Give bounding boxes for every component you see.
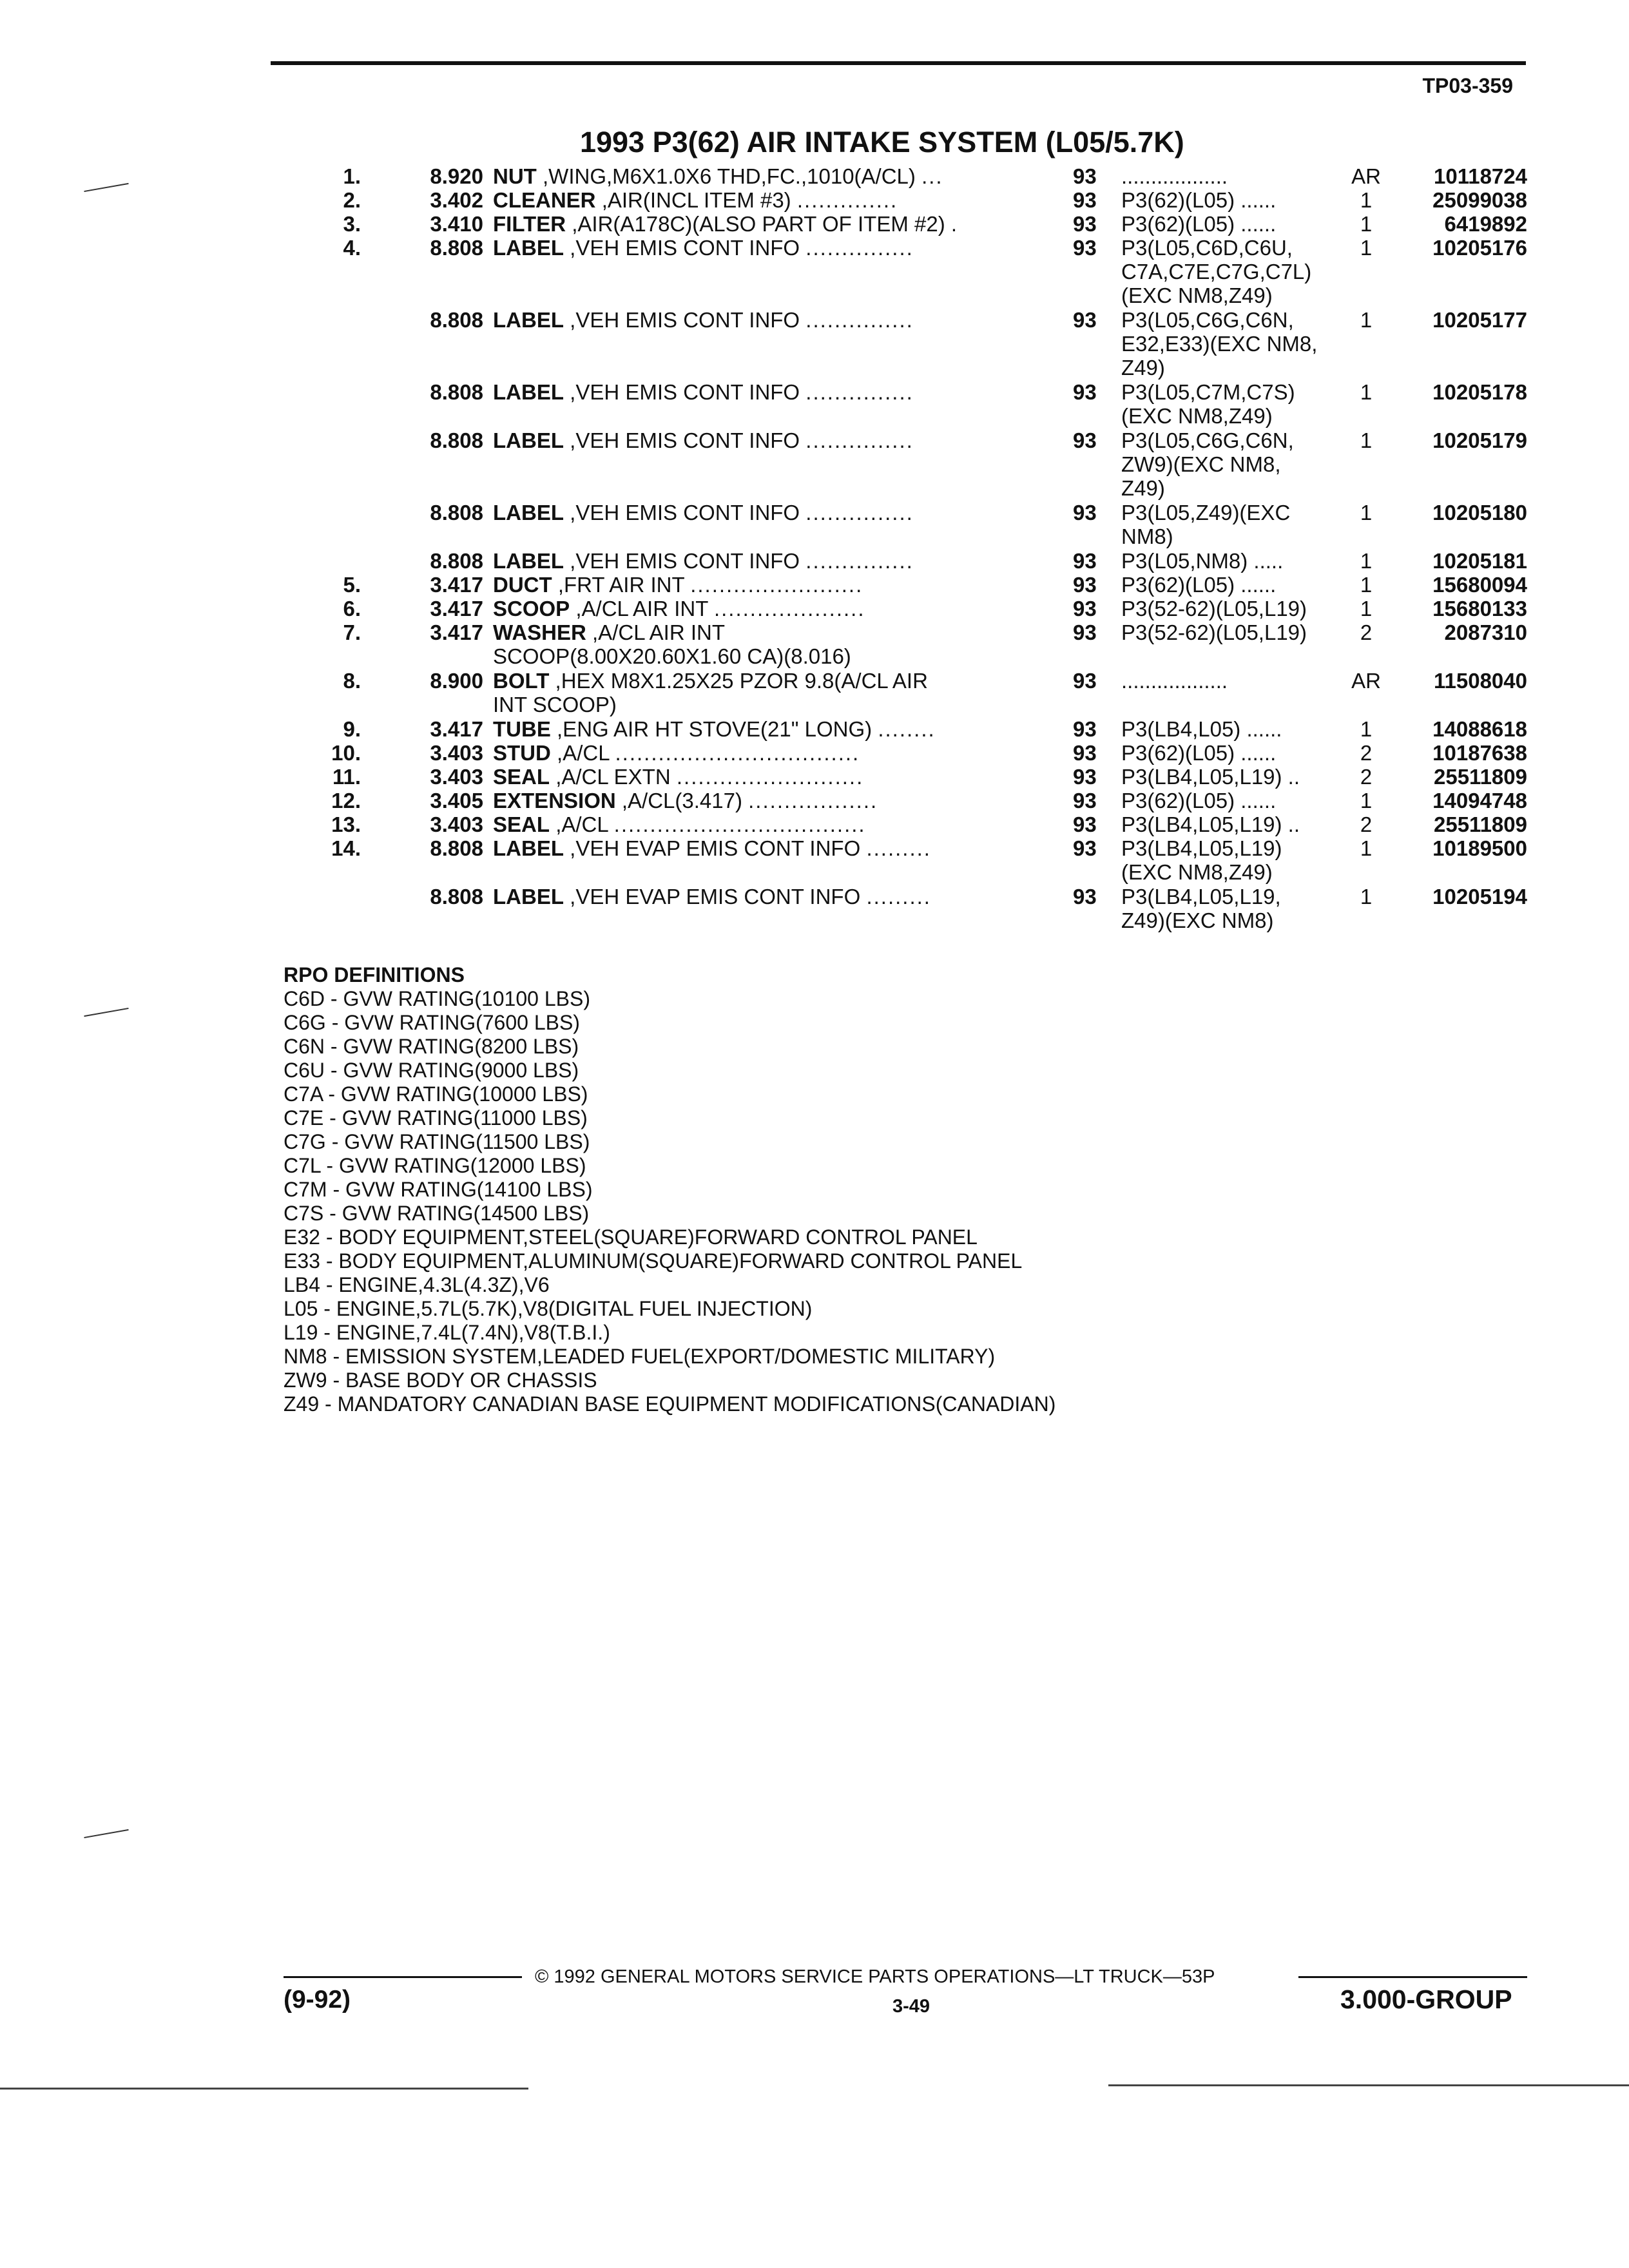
part-name: DUCT (493, 573, 552, 597)
model-usage-line: P3(L05,C6G,C6N, (1121, 428, 1294, 452)
leader-dots: ............... (805, 380, 914, 404)
model-usage (1121, 885, 1340, 932)
part-number: 10189500 (1432, 836, 1527, 860)
group-number: 3.410 (430, 212, 483, 236)
item-number: 14. (331, 836, 361, 860)
part-name: BOLT (493, 669, 550, 693)
part-number: 10205179 (1432, 428, 1527, 452)
model-usage-line: P3(LB4,L05,L19) .. (1121, 765, 1300, 789)
part-description (493, 885, 1034, 908)
part-number: 10205177 (1432, 308, 1527, 332)
part-detail: ,A/CL (555, 812, 608, 836)
quantity: 1 (1360, 549, 1373, 573)
group-number: 8.808 (430, 236, 483, 260)
model-year: 93 (1073, 236, 1097, 260)
rpo-item: C7A - GVW RATING(10000 LBS) (284, 1082, 588, 1106)
item-number: 9. (343, 717, 361, 741)
part-detail: ,VEH EMIS CONT INFO (570, 236, 800, 260)
parts-row (0, 308, 1629, 380)
model-usage-line: NM8) (1121, 524, 1173, 548)
part-name: STUD (493, 741, 551, 765)
group-number: 8.808 (430, 885, 483, 908)
part-description (493, 597, 1034, 620)
rpo-item: C7S - GVW RATING(14500 LBS) (284, 1202, 590, 1225)
rpo-item: E32 - BODY EQUIPMENT,STEEL(SQUARE)FORWARD CONTROL PANEL (284, 1225, 978, 1249)
part-description (493, 812, 1034, 836)
leader-dots: ..................... (713, 597, 865, 620)
part-number: 2087310 (1444, 620, 1527, 644)
part-name: SEAL (493, 812, 550, 836)
leader-dots: ............... (805, 549, 914, 573)
part-detail: ,VEH EVAP EMIS CONT INFO (570, 836, 861, 860)
part-name: LABEL (493, 836, 564, 860)
group-number: 8.900 (430, 669, 483, 693)
model-usage-line: P3(62)(L05) ...... (1121, 741, 1277, 765)
part-detail: ,VEH EMIS CONT INFO (570, 308, 800, 332)
leader-dots: .......................... (676, 765, 864, 789)
part-number: 25511809 (1433, 765, 1527, 789)
item-number: 5. (343, 573, 361, 597)
model-usage-line: (EXC NM8,Z49) (1121, 284, 1273, 307)
model-year: 93 (1073, 765, 1097, 789)
part-number: 14088618 (1432, 717, 1527, 741)
bottom-rule-left (0, 2088, 528, 2090)
parts-row (0, 717, 1629, 741)
group-number: 3.417 (430, 620, 483, 644)
leader-dots: ......... (866, 885, 931, 908)
model-usage (1121, 836, 1340, 884)
part-description (493, 236, 1034, 260)
group-number: 3.417 (430, 573, 483, 597)
item-number: 1. (343, 164, 361, 188)
group-number: 8.808 (430, 380, 483, 404)
rpo-item: E33 - BODY EQUIPMENT,ALUMINUM(SQUARE)FORWARD CONTROL PANEL (284, 1249, 1023, 1273)
rpo-item: Z49 - MANDATORY CANADIAN BASE EQUIPMENT MODIFICATIONS(CANADIAN) (284, 1392, 1056, 1416)
part-description (493, 308, 1034, 332)
part-name: FILTER (493, 212, 566, 236)
rpo-item: C6G - GVW RATING(7600 LBS) (284, 1011, 580, 1034)
rpo-item: C6D - GVW RATING(10100 LBS) (284, 987, 590, 1010)
part-detail: ,ENG AIR HT STOVE(21" LONG) (557, 717, 872, 741)
model-usage (1121, 717, 1340, 741)
footer-rule-left (284, 1976, 522, 1978)
footer-rule-right (1298, 1976, 1527, 1978)
part-detail: ,A/CL (557, 741, 610, 765)
footer-date: (9-92) (284, 1986, 351, 2013)
part-number: 10187638 (1432, 741, 1527, 765)
model-usage-line: P3(62)(L05) ...... (1121, 188, 1277, 212)
part-detail: ,AIR(A178C)(ALSO PART OF ITEM #2) (572, 212, 945, 236)
parts-row (0, 789, 1629, 812)
part-name: WASHER (493, 620, 586, 644)
leader-dots: ........................ (690, 573, 863, 597)
part-number: 10205176 (1432, 236, 1527, 260)
model-usage (1121, 549, 1340, 573)
leader-dots: ................................... (613, 812, 866, 836)
part-number: 15680133 (1432, 597, 1527, 620)
page-number: 3-49 (892, 1996, 930, 2017)
part-detail: ,A/CL(3.417) (621, 789, 742, 812)
model-usage-line: P3(62)(L05) ...... (1121, 212, 1277, 236)
model-usage-line: P3(L05,C7M,C7S) (1121, 380, 1295, 404)
part-detail-continued: SCOOP(8.00X20.60X1.60 CA)(8.016) (493, 644, 851, 668)
model-usage-line: P3(LB4,L05,L19, (1121, 885, 1281, 908)
rpo-heading: RPO DEFINITIONS (284, 963, 465, 986)
item-number: 3. (343, 212, 361, 236)
rpo-definitions (284, 963, 1055, 1416)
part-detail: ,A/CL EXTN (555, 765, 671, 789)
part-name: CLEANER (493, 188, 596, 212)
rpo-item: C6N - GVW RATING(8200 LBS) (284, 1035, 579, 1058)
group-number: 3.417 (430, 597, 483, 620)
quantity: 2 (1360, 812, 1373, 836)
quantity: 1 (1360, 428, 1373, 452)
model-usage (1121, 380, 1340, 428)
part-detail-continued: INT SCOOP) (493, 693, 617, 716)
quantity: 1 (1360, 573, 1373, 597)
parts-row (0, 597, 1629, 620)
footer-copyright: © 1992 GENERAL MOTORS SERVICE PARTS OPERATIONS—LT TRUCK—53P (535, 1966, 1215, 1987)
group-number: 8.808 (430, 428, 483, 452)
model-usage-line: .................. (1121, 164, 1228, 188)
part-name: SEAL (493, 765, 550, 789)
part-description (493, 741, 1034, 765)
model-year: 93 (1073, 380, 1097, 404)
model-year: 93 (1073, 597, 1097, 620)
model-usage-line: P3(L05,NM8) ..... (1121, 549, 1284, 573)
part-number: 14094748 (1432, 789, 1527, 812)
model-year: 93 (1073, 164, 1097, 188)
item-number: 10. (331, 741, 361, 765)
model-usage (1121, 501, 1340, 548)
quantity: 2 (1360, 620, 1373, 644)
model-usage-line: (EXC NM8,Z49) (1121, 404, 1273, 428)
quantity: 1 (1360, 885, 1373, 908)
part-number: 25511809 (1433, 812, 1527, 836)
part-description (493, 717, 1034, 741)
quantity: 2 (1360, 765, 1373, 789)
model-year: 93 (1073, 717, 1097, 741)
margin-mark (84, 1008, 128, 1017)
model-usage-line: Z49) (1121, 356, 1165, 380)
rpo-item: ZW9 - BASE BODY OR CHASSIS (284, 1369, 597, 1392)
part-name: LABEL (493, 885, 564, 908)
part-number: 11508040 (1433, 669, 1527, 693)
part-name: SCOOP (493, 597, 570, 620)
part-detail: ,VEH EMIS CONT INFO (570, 428, 800, 452)
part-name: LABEL (493, 380, 564, 404)
quantity: 1 (1360, 308, 1373, 332)
model-usage (1121, 741, 1340, 765)
part-description (493, 428, 1034, 452)
model-usage (1121, 573, 1340, 597)
part-description (493, 212, 1034, 236)
rpo-item: C7M - GVW RATING(14100 LBS) (284, 1178, 593, 1201)
rpo-item: C7E - GVW RATING(11000 LBS) (284, 1106, 588, 1129)
model-usage-line: Z49) (1121, 476, 1165, 500)
model-usage-line: P3(LB4,L05) ...... (1121, 717, 1282, 741)
model-usage (1121, 789, 1340, 812)
leader-dots: . (950, 212, 959, 236)
model-usage-line: P3(L05,C6G,C6N, (1121, 308, 1294, 332)
leader-dots: ........ (878, 717, 936, 741)
group-number: 3.403 (430, 812, 483, 836)
parts-row (0, 620, 1629, 669)
model-usage (1121, 188, 1340, 212)
part-description (493, 188, 1034, 212)
model-usage-line: P3(LB4,L05,L19) (1121, 836, 1282, 860)
part-name: LABEL (493, 549, 564, 573)
parts-row (0, 885, 1629, 936)
part-detail: ,VEH EVAP EMIS CONT INFO (570, 885, 861, 908)
part-number: 6419892 (1444, 212, 1527, 236)
group-number: 8.808 (430, 501, 483, 524)
part-description (493, 164, 1034, 188)
part-description (493, 549, 1034, 573)
margin-mark (84, 1829, 128, 1838)
leader-dots: ............... (805, 236, 914, 260)
model-year: 93 (1073, 741, 1097, 765)
group-number: 3.403 (430, 741, 483, 765)
model-usage (1121, 669, 1340, 693)
parts-row (0, 812, 1629, 836)
parts-row (0, 188, 1629, 212)
part-detail: ,VEH EMIS CONT INFO (570, 501, 800, 524)
quantity: 2 (1360, 741, 1373, 765)
model-year: 93 (1073, 212, 1097, 236)
parts-row (0, 836, 1629, 885)
part-number: 10205194 (1432, 885, 1527, 908)
model-year: 93 (1073, 308, 1097, 332)
parts-row (0, 573, 1629, 597)
part-name: LABEL (493, 236, 564, 260)
quantity: 1 (1360, 501, 1373, 524)
model-usage (1121, 164, 1340, 188)
model-usage (1121, 308, 1340, 380)
header-rule (271, 61, 1526, 65)
model-usage (1121, 812, 1340, 836)
part-description (493, 669, 1034, 716)
part-number: 10205178 (1432, 380, 1527, 404)
quantity: 1 (1360, 236, 1373, 260)
document-code: TP03-359 (1422, 74, 1513, 97)
part-name: NUT (493, 164, 537, 188)
parts-row (0, 549, 1629, 573)
group-number: 8.808 (430, 836, 483, 860)
part-number: 10205181 (1432, 549, 1527, 573)
part-detail: ,FRT AIR INT (557, 573, 685, 597)
parts-list (0, 164, 1629, 936)
model-usage-line: ZW9)(EXC NM8, (1121, 452, 1281, 476)
model-year: 93 (1073, 428, 1097, 452)
item-number: 12. (331, 789, 361, 812)
bottom-rule-right (1108, 2084, 1629, 2086)
rpo-item: L19 - ENGINE,7.4L(7.4N),V8(T.B.I.) (284, 1321, 610, 1344)
group-number: 3.405 (430, 789, 483, 812)
leader-dots: .............. (796, 188, 898, 212)
model-usage-line: C7A,C7E,C7G,C7L) (1121, 260, 1312, 284)
part-detail: ,VEH EMIS CONT INFO (570, 380, 800, 404)
rpo-item: LB4 - ENGINE,4.3L(4.3Z),V6 (284, 1273, 550, 1296)
leader-dots: ............... (805, 501, 914, 524)
group-number: 3.402 (430, 188, 483, 212)
model-usage-line: P3(62)(L05) ...... (1121, 573, 1277, 597)
footer-group: 3.000-GROUP (1340, 1984, 1512, 2014)
quantity: 1 (1360, 836, 1373, 860)
quantity: 1 (1360, 597, 1373, 620)
parts-row (0, 236, 1629, 308)
quantity: AR (1351, 164, 1381, 188)
quantity: 1 (1360, 380, 1373, 404)
quantity: 1 (1360, 188, 1373, 212)
model-usage (1121, 620, 1340, 644)
quantity: 1 (1360, 212, 1373, 236)
group-number: 8.920 (430, 164, 483, 188)
model-usage (1121, 428, 1340, 500)
parts-row (0, 428, 1629, 501)
parts-row (0, 380, 1629, 428)
quantity: 1 (1360, 717, 1373, 741)
part-detail: ,A/CL AIR INT (592, 620, 726, 644)
model-usage-line: (EXC NM8,Z49) (1121, 860, 1273, 884)
model-year: 93 (1073, 620, 1097, 644)
item-number: 8. (343, 669, 361, 693)
part-detail: ,A/CL AIR INT (575, 597, 708, 620)
parts-row (0, 501, 1629, 549)
part-description (493, 789, 1034, 812)
quantity: AR (1351, 669, 1381, 693)
part-number: 10118724 (1433, 164, 1527, 188)
model-year: 93 (1073, 549, 1097, 573)
model-year: 93 (1073, 573, 1097, 597)
model-year: 93 (1073, 885, 1097, 908)
model-usage (1121, 236, 1340, 307)
leader-dots: ............... (805, 308, 914, 332)
page-title: 1993 P3(62) AIR INTAKE SYSTEM (L05/5.7K) (580, 126, 1184, 159)
part-description (493, 573, 1034, 597)
part-description (493, 836, 1034, 860)
model-usage-line: P3(52-62)(L05,L19) (1121, 620, 1307, 644)
part-description (493, 765, 1034, 789)
model-usage (1121, 597, 1340, 620)
leader-dots: .................. (748, 789, 878, 812)
leader-dots: ... (921, 164, 943, 188)
part-name: LABEL (493, 501, 564, 524)
parts-row (0, 164, 1629, 188)
part-name: LABEL (493, 428, 564, 452)
model-usage-line: E32,E33)(EXC NM8, (1121, 332, 1318, 356)
rpo-item: L05 - ENGINE,5.7L(5.7K),V8(DIGITAL FUEL INJECTION) (284, 1297, 813, 1320)
rpo-item: C7L - GVW RATING(12000 LBS) (284, 1154, 586, 1177)
group-number: 8.808 (430, 549, 483, 573)
model-usage-line: .................. (1121, 669, 1228, 693)
group-number: 3.403 (430, 765, 483, 789)
model-usage-line: P3(L05,Z49)(EXC (1121, 501, 1291, 524)
model-usage-line: Z49)(EXC NM8) (1121, 908, 1274, 932)
rpo-list (284, 987, 1055, 1416)
model-usage (1121, 765, 1340, 789)
model-year: 93 (1073, 812, 1097, 836)
model-usage-line: P3(LB4,L05,L19) .. (1121, 812, 1300, 836)
part-name: EXTENSION (493, 789, 616, 812)
part-name: LABEL (493, 308, 564, 332)
model-usage-line: P3(62)(L05) ...... (1121, 789, 1277, 812)
part-name: TUBE (493, 717, 551, 741)
model-year: 93 (1073, 669, 1097, 693)
leader-dots: ......... (866, 836, 931, 860)
parts-row (0, 741, 1629, 765)
part-detail: ,VEH EMIS CONT INFO (570, 549, 800, 573)
part-detail: ,WING,M6X1.0X6 THD,FC.,1010(A/CL) (543, 164, 916, 188)
model-year: 93 (1073, 188, 1097, 212)
rpo-item: C6U - GVW RATING(9000 LBS) (284, 1059, 579, 1082)
part-number: 15680094 (1432, 573, 1527, 597)
model-year: 93 (1073, 789, 1097, 812)
leader-dots: ............... (805, 428, 914, 452)
part-number: 25099038 (1432, 188, 1527, 212)
rpo-item: C7G - GVW RATING(11500 LBS) (284, 1130, 590, 1153)
part-detail: ,HEX M8X1.25X25 PZOR 9.8(A/CL AIR (555, 669, 928, 693)
leader-dots: .................................. (615, 741, 860, 765)
model-year: 93 (1073, 836, 1097, 860)
part-description (493, 380, 1034, 404)
item-number: 2. (343, 188, 361, 212)
group-number: 3.417 (430, 717, 483, 741)
quantity: 1 (1360, 789, 1373, 812)
parts-row (0, 765, 1629, 789)
model-usage-line: P3(52-62)(L05,L19) (1121, 597, 1307, 620)
model-year: 93 (1073, 501, 1097, 524)
parts-row (0, 669, 1629, 717)
item-number: 6. (343, 597, 361, 620)
item-number: 4. (343, 236, 361, 260)
model-usage (1121, 212, 1340, 236)
model-usage-line: P3(L05,C6D,C6U, (1121, 236, 1293, 260)
rpo-item: NM8 - EMISSION SYSTEM,LEADED FUEL(EXPORT/DOMESTIC MILITARY) (284, 1345, 996, 1368)
group-number: 8.808 (430, 308, 483, 332)
part-description (493, 501, 1034, 524)
item-number: 13. (331, 812, 361, 836)
part-detail: ,AIR(INCL ITEM #3) (601, 188, 791, 212)
part-number: 10205180 (1432, 501, 1527, 524)
parts-row (0, 212, 1629, 236)
part-description (493, 620, 1034, 668)
item-number: 11. (332, 765, 361, 789)
item-number: 7. (343, 620, 361, 644)
